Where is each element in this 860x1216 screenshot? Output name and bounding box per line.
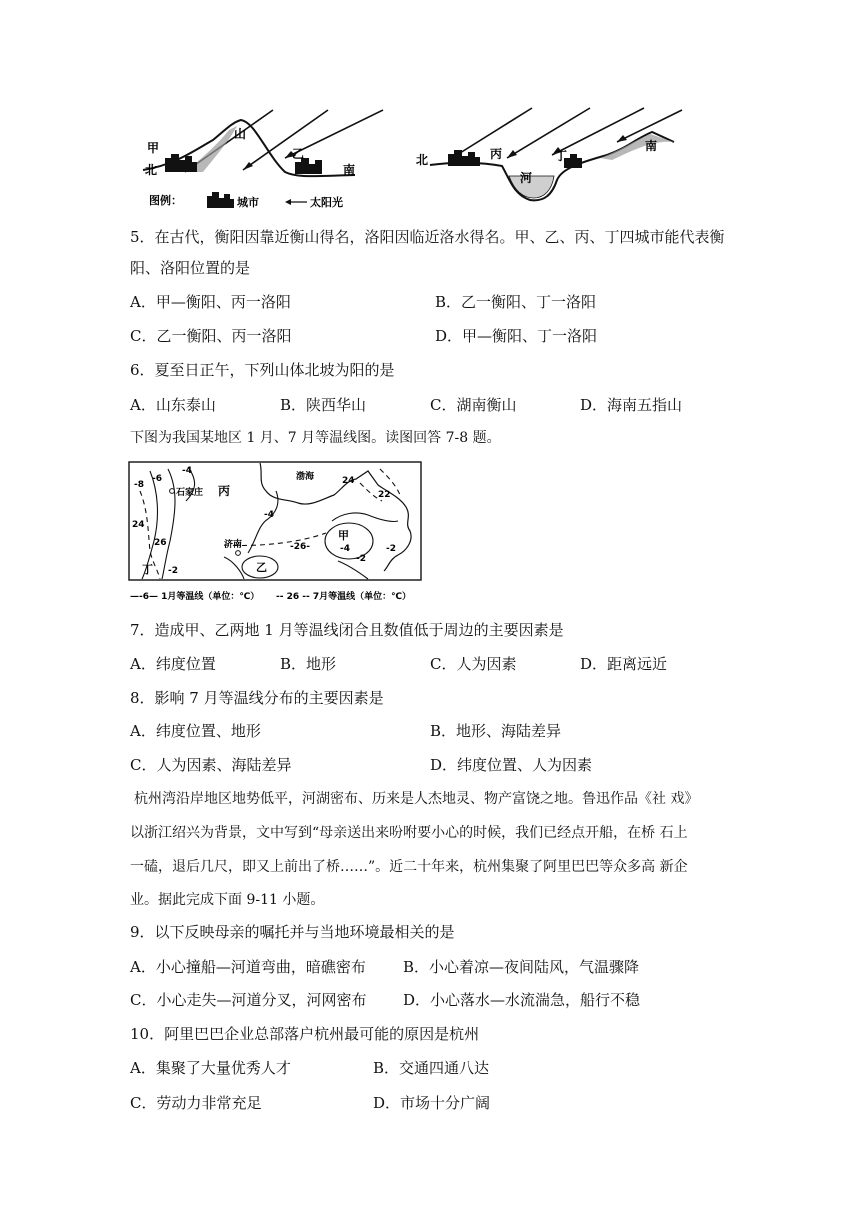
q10-option-c[interactable]: C．劳动力非常充足 bbox=[130, 1094, 262, 1112]
isotherm-map bbox=[128, 461, 424, 605]
q9-option-d[interactable]: D．小心落水—水流湍急，船行不稳 bbox=[403, 991, 641, 1009]
passage-line1: 杭州湾沿岸地区地势低平，河湖密布、历来是人杰地灵、物产富饶之地。鲁迅作品《社 戏》 bbox=[134, 791, 699, 807]
legend-sun-arrow-icon bbox=[285, 199, 291, 205]
iso-e: 26 bbox=[154, 538, 167, 548]
q7-option-b[interactable]: B．地形 bbox=[280, 655, 337, 673]
label-south-2: 南 bbox=[645, 139, 658, 153]
passage-line4: 业。据此完成下面 9-11 小题。 bbox=[130, 892, 325, 908]
label-north-2: 北 bbox=[416, 153, 429, 167]
map-legend-jan: —-6— 1月等温线（单位：℃） bbox=[130, 592, 260, 602]
map-legend-jul: -- 26 -- 7月等温线（单位：℃） bbox=[276, 592, 412, 602]
iso-a: -4 bbox=[182, 466, 192, 476]
label-south: 南 bbox=[343, 163, 356, 177]
q7-option-c[interactable]: C．人为因素 bbox=[430, 655, 517, 673]
q8-option-b[interactable]: B．地形、海陆差异 bbox=[430, 722, 562, 740]
label-yi: 乙 bbox=[292, 147, 305, 161]
iso-k: 24 bbox=[342, 476, 355, 486]
q5-stem-line2: 阳、洛阳位置的是 bbox=[130, 259, 251, 277]
q10-option-b[interactable]: B．交通四通八达 bbox=[373, 1059, 490, 1077]
label-jia: 甲 bbox=[147, 141, 160, 155]
q8-option-a[interactable]: A．纬度位置、地形 bbox=[130, 722, 261, 740]
iso-f: -4 bbox=[264, 510, 274, 520]
q5-option-a[interactable]: A．甲—衡阳、丙一洛阳 bbox=[130, 293, 291, 311]
map-label-shijiazhuang: 石家庄 bbox=[176, 488, 204, 498]
label-ding: 丁 bbox=[555, 149, 568, 163]
q7-stem: 7．造成甲、乙两地 1 月等温线闭合且数值低于周边的主要因素是 bbox=[130, 621, 564, 639]
map-label-bing: 丙 bbox=[218, 484, 231, 498]
legend-prefix: 图例： bbox=[149, 194, 182, 207]
q9-stem: 9．以下反映母亲的嘱托并与当地环境最相关的是 bbox=[130, 923, 455, 941]
map-label-jinan: 济南 bbox=[224, 540, 243, 550]
label-bing: 丙 bbox=[490, 147, 503, 161]
iso-b: -6 bbox=[152, 474, 162, 484]
legend-sun: 太阳光 bbox=[310, 196, 343, 209]
q10-option-a[interactable]: A．集聚了大量优秀人才 bbox=[130, 1059, 291, 1077]
q5-option-d[interactable]: D．甲—衡阳、丁一洛阳 bbox=[435, 327, 598, 345]
q8-stem: 8．影响 7 月等温线分布的主要因素是 bbox=[130, 689, 384, 707]
q5-stem-line1: 5．在古代，衡阳因靠近衡山得名，洛阳因临近洛水得名。甲、乙、丙、丁四城市能代表衡 bbox=[130, 228, 725, 246]
q6-option-a[interactable]: A．山东泰山 bbox=[130, 396, 216, 414]
q5-option-c[interactable]: C．乙一衡阳、丙一洛阳 bbox=[130, 327, 292, 345]
q10-option-d[interactable]: D．市场十分广阔 bbox=[373, 1094, 491, 1112]
q9-option-a[interactable]: A．小心撞船—河道弯曲，暗礁密布 bbox=[130, 958, 366, 976]
label-north: 北 bbox=[145, 163, 158, 177]
legend-city-icon bbox=[207, 192, 234, 208]
q9-option-c[interactable]: C．小心走失—河道分叉，河网密布 bbox=[130, 991, 367, 1009]
mountain-diagram bbox=[125, 100, 400, 218]
iso-h: -4 bbox=[340, 544, 350, 554]
intro-7-8: 下图为我国某地区 1 月、7 月等温线图。读图回答 7-8 题。 bbox=[130, 430, 501, 446]
legend-city: 城市 bbox=[237, 196, 259, 209]
label-he: 河 bbox=[520, 171, 533, 185]
q6-stem: 6．夏至日正午，下列山体北坡为阳的是 bbox=[130, 361, 395, 379]
iso-d: 24 bbox=[132, 520, 145, 530]
q7-option-d[interactable]: D．距离远近 bbox=[580, 655, 668, 673]
iso-m: -2 bbox=[386, 544, 396, 554]
iso-c: -8 bbox=[134, 480, 144, 490]
q7-option-a[interactable]: A．纬度位置 bbox=[130, 655, 216, 673]
q8-option-d[interactable]: D．纬度位置、人为因素 bbox=[430, 756, 593, 774]
map-label-ding: 丁 bbox=[142, 563, 153, 576]
map-label-bohai: 渤海 bbox=[296, 472, 315, 482]
q6-option-c[interactable]: C．湖南衡山 bbox=[430, 396, 517, 414]
map-label-yi: 乙 bbox=[256, 561, 267, 574]
iso-i: -2 bbox=[168, 566, 178, 576]
q6-option-b[interactable]: B．陕西华山 bbox=[280, 396, 367, 414]
iso-j: -2 bbox=[356, 554, 366, 564]
iso-l: 22 bbox=[378, 490, 391, 500]
q6-option-d[interactable]: D．海南五指山 bbox=[580, 396, 683, 414]
label-shan: 山 bbox=[234, 127, 247, 141]
iso-g: -26- bbox=[290, 542, 310, 552]
q10-stem: 10．阿里巴巴企业总部落户杭州最可能的原因是杭州 bbox=[130, 1025, 480, 1043]
river-valley-diagram bbox=[412, 100, 692, 218]
q9-option-b[interactable]: B．小心着凉—夜间陆风，气温骤降 bbox=[403, 958, 640, 976]
q5-option-b[interactable]: B．乙一衡阳、丁一洛阳 bbox=[435, 293, 597, 311]
passage-line3: 一磕，退后几尺，即又上前出了桥……”。近二十年来，杭州集聚了阿里巴巴等众多高 新企 bbox=[130, 859, 688, 875]
map-label-jia: 甲 bbox=[338, 529, 349, 542]
passage-line2: 以浙江绍兴为背景，文中写到“母亲送出来吩咐要小心的时候，我们已经点开船，在桥 石上 bbox=[130, 825, 688, 841]
q8-option-c[interactable]: C．人为因素、海陆差异 bbox=[130, 756, 292, 774]
